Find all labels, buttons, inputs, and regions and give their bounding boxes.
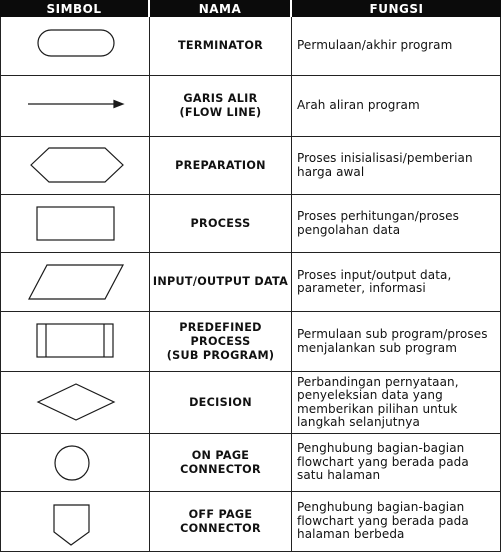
header-simbol: SIMBOL xyxy=(46,1,102,16)
function-line: Arah aliran program xyxy=(297,98,420,113)
header-fungsi: FUNGSI xyxy=(290,0,501,17)
function-line: flowchart yang berada pada xyxy=(297,454,469,469)
function-line: Proses inisialisasi/pemberian xyxy=(297,151,473,165)
function-line: memberikan pilihan untuk xyxy=(297,401,458,416)
symbol-cell xyxy=(1,137,149,194)
input-output-parallelogram-icon xyxy=(1,253,149,311)
process-rectangle-icon xyxy=(1,195,149,252)
flow-line-arrow-icon xyxy=(1,76,149,136)
function-line: Perbandingan pernyataan, xyxy=(297,374,459,389)
function-cell xyxy=(291,253,500,311)
function-cell xyxy=(291,76,500,136)
function-line: Penghubung bagian-bagian xyxy=(297,441,465,456)
table-row xyxy=(1,312,500,372)
name-line: INPUT/OUTPUT DATA xyxy=(152,275,289,288)
header-nama: NAMA xyxy=(148,0,290,17)
name-line: (SUB PROGRAM) xyxy=(166,348,275,362)
table-header xyxy=(0,0,501,17)
function-line: Proses perhitungan/proses xyxy=(297,209,459,223)
function-line: satu halaman xyxy=(297,468,381,483)
function-line: penyeleksian data yang xyxy=(297,388,443,402)
function-line: Proses input/output data, xyxy=(297,267,452,282)
function-cell xyxy=(291,434,500,491)
decision-diamond-icon xyxy=(1,372,149,433)
symbol-cell xyxy=(1,434,149,491)
table-row xyxy=(1,195,500,253)
table-row xyxy=(1,17,500,76)
table-row xyxy=(1,253,500,312)
name-cell xyxy=(149,137,291,194)
table-row xyxy=(1,434,500,492)
function-line: pengolahan data xyxy=(297,222,401,237)
name-cell xyxy=(149,76,291,136)
name-line: ON PAGE xyxy=(191,448,250,462)
name-cell xyxy=(149,17,291,75)
function-line: harga awal xyxy=(297,164,365,179)
name-line: PROCESS xyxy=(190,334,251,348)
symbol-cell xyxy=(1,372,149,433)
name-line: GARIS ALIR xyxy=(183,92,258,105)
predefined-process-icon xyxy=(1,312,149,371)
function-line: menjalankan sub program xyxy=(297,340,457,355)
table-row xyxy=(1,76,500,137)
table-body xyxy=(0,17,501,552)
name-cell xyxy=(149,253,291,311)
name-line: (FLOW LINE) xyxy=(179,106,262,119)
function-cell xyxy=(291,17,500,75)
function-line: flowchart yang berada pada xyxy=(297,513,469,528)
table-row xyxy=(1,492,500,551)
off-page-connector-pentagon-icon xyxy=(1,492,149,550)
name-cell xyxy=(149,195,291,252)
function-line: halaman berbeda xyxy=(297,527,405,542)
function-line: parameter, informasi xyxy=(297,281,426,295)
name-line: PREDEFINED xyxy=(179,320,262,334)
function-line: Permulaan sub program/proses xyxy=(297,327,488,341)
preparation-hexagon-icon xyxy=(1,137,149,194)
function-cell xyxy=(291,137,500,194)
symbol-cell xyxy=(1,17,149,75)
symbol-cell xyxy=(1,492,149,551)
name-line: PROCESS xyxy=(190,216,251,230)
name-line: CONNECTOR xyxy=(180,521,261,535)
name-cell xyxy=(149,492,291,551)
symbol-cell xyxy=(1,76,149,136)
name-cell xyxy=(149,312,291,371)
table-row xyxy=(1,372,500,434)
function-line: Penghubung bagian-bagian xyxy=(297,500,465,515)
function-cell xyxy=(291,195,500,252)
name-line: PREPARATION xyxy=(175,158,266,172)
symbol-cell xyxy=(1,312,149,371)
function-line: langkah selanjutnya xyxy=(297,415,420,429)
name-cell xyxy=(149,434,291,491)
name-cell xyxy=(149,372,291,433)
function-line: Permulaan/akhir program xyxy=(297,38,453,53)
terminator-icon xyxy=(1,17,149,75)
table-row xyxy=(1,137,500,195)
name-line: OFF PAGE xyxy=(188,507,253,521)
function-cell xyxy=(291,492,500,551)
name-line: TERMINATOR xyxy=(177,39,264,52)
symbol-cell xyxy=(1,253,149,311)
function-cell xyxy=(291,312,500,371)
name-line: CONNECTOR xyxy=(180,462,261,476)
name-line: DECISION xyxy=(189,395,252,409)
function-cell xyxy=(291,372,500,433)
on-page-connector-circle-icon xyxy=(1,434,149,491)
symbol-cell xyxy=(1,195,149,252)
